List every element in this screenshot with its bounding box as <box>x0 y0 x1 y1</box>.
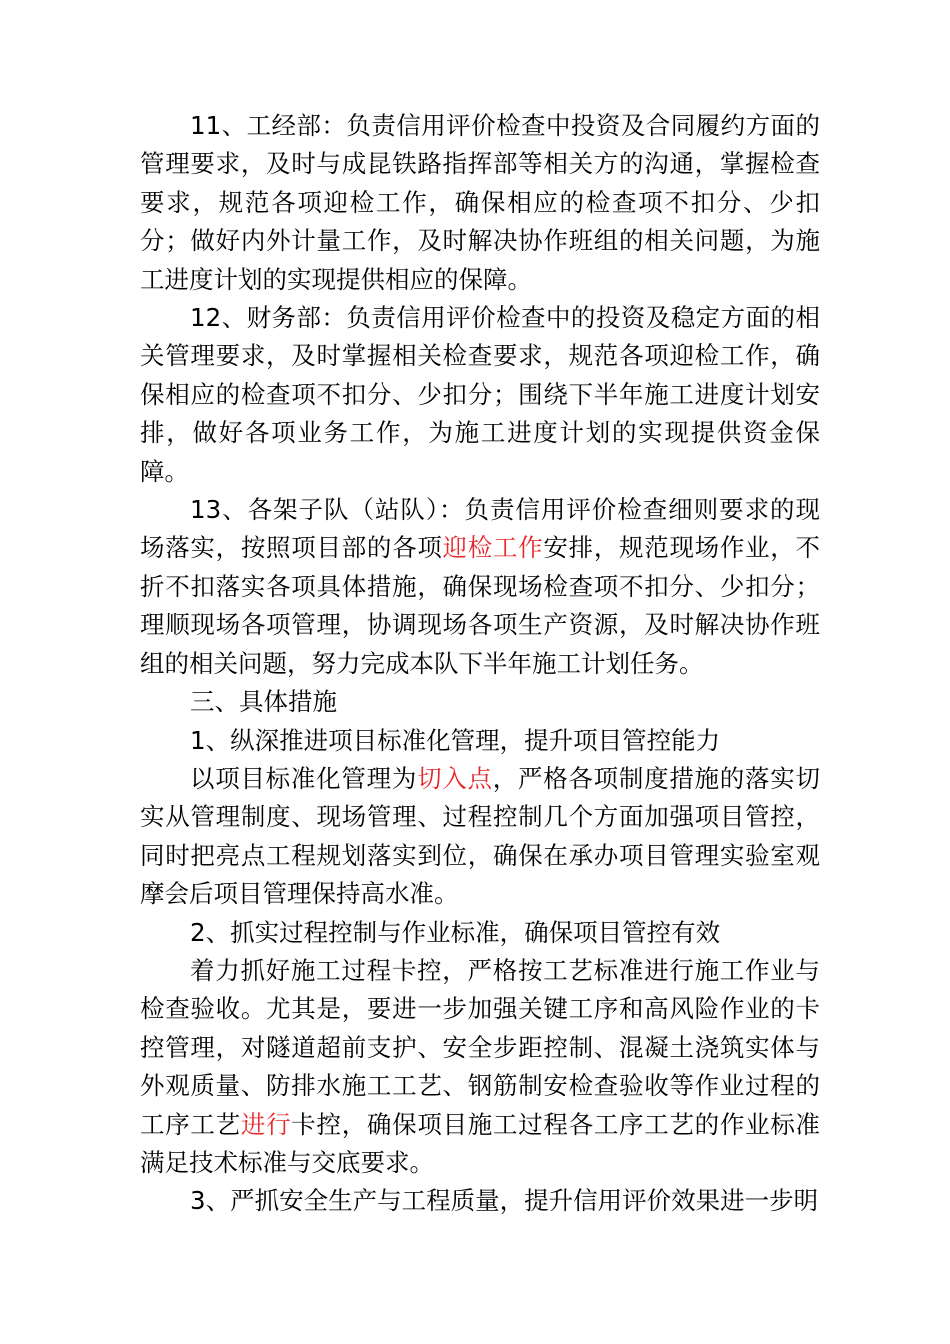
subsection-heading-3 <box>140 1182 820 1220</box>
paragraph-text: 安排，规范现场作业，不折不扣落实各项具体措施，确保现场检查项不扣分、少扣分；理顺现场各项管理，协调现场各项生产资源，及时解决协作班组的相关问题，努力完成本队下半年施工计划任务。 <box>140 533 821 678</box>
highlighted-text: 迎检工作 <box>442 533 544 563</box>
heading-text: 2、抓实过程控制与作业标准，确保项目管控有效 <box>190 917 721 947</box>
paragraph-text: 13、各架子队（站队）：负责信用评价检查细则要求的现场落实，按照项目部的各项 <box>140 495 820 563</box>
paragraph-finance-dept <box>140 299 820 491</box>
section-heading <box>140 683 820 721</box>
subsection-heading-1 <box>140 722 820 760</box>
paragraph-text: 着力抓好施工过程卡控，严格按工艺标准进行施工作业与检查验收。尤其是，要进一步加强关键工序和高风险作业的卡控管理，对隧道超前支护、安全步距控制、混凝土浇筑实体与外观质量、防排水施工工艺、钢筋制安检查验收等作业过程的工序工艺 <box>140 955 820 1139</box>
highlighted-text: 进行 <box>240 1109 292 1139</box>
paragraph-text: 11、工经部：负责信用评价检查中投资及合同履约方面的管理要求，及时与成昆铁路指挥部等相关方的沟通，掌握检查要求，规范各项迎检工作，确保相应的检查项不扣分、少扣分；做好内外计量工作，及时解决协作班组的相关问题，为施工进度计划的实现提供相应的保障。 <box>140 111 820 294</box>
subsection-heading-2 <box>140 914 820 952</box>
paragraph-process-control <box>140 952 820 1182</box>
paragraph-text: ，严格各项制度措施的落实切实从管理制度、现场管理、过程控制几个方面加强项目管控，同时把亮点工程规划落实到位，确保在承办项目管理实验室观摩会后项目管理保持高水准。 <box>140 763 820 909</box>
paragraph-engineering-economics-dept <box>140 107 820 299</box>
paragraph-text: 卡控，确保项目施工过程各工序工艺的作业标准满足技术标准与交底要求。 <box>140 1109 821 1177</box>
paragraph-text: 12、财务部：负责信用评价检查中的投资及稳定方面的相关管理要求，及时掌握相关检查要求，规范各项迎检工作，确保相应的检查项不扣分、少扣分；围绕下半年施工进度计划安排，做好各项业务工作，为施工进度计划的实现提供资金保障。 <box>140 303 820 486</box>
highlighted-text: 切入点 <box>417 763 493 793</box>
paragraph-standardization <box>140 760 820 914</box>
heading-text: 3、严抓安全生产与工程质量，提升信用评价效果进一步明 <box>190 1186 819 1216</box>
paragraph-work-teams <box>140 491 820 683</box>
document-body <box>140 107 820 1221</box>
paragraph-text: 以项目标准化管理为 <box>190 763 418 793</box>
heading-text: 三、具体措施 <box>190 687 337 717</box>
heading-text: 1、纵深推进项目标准化管理，提升项目管控能力 <box>190 725 721 755</box>
